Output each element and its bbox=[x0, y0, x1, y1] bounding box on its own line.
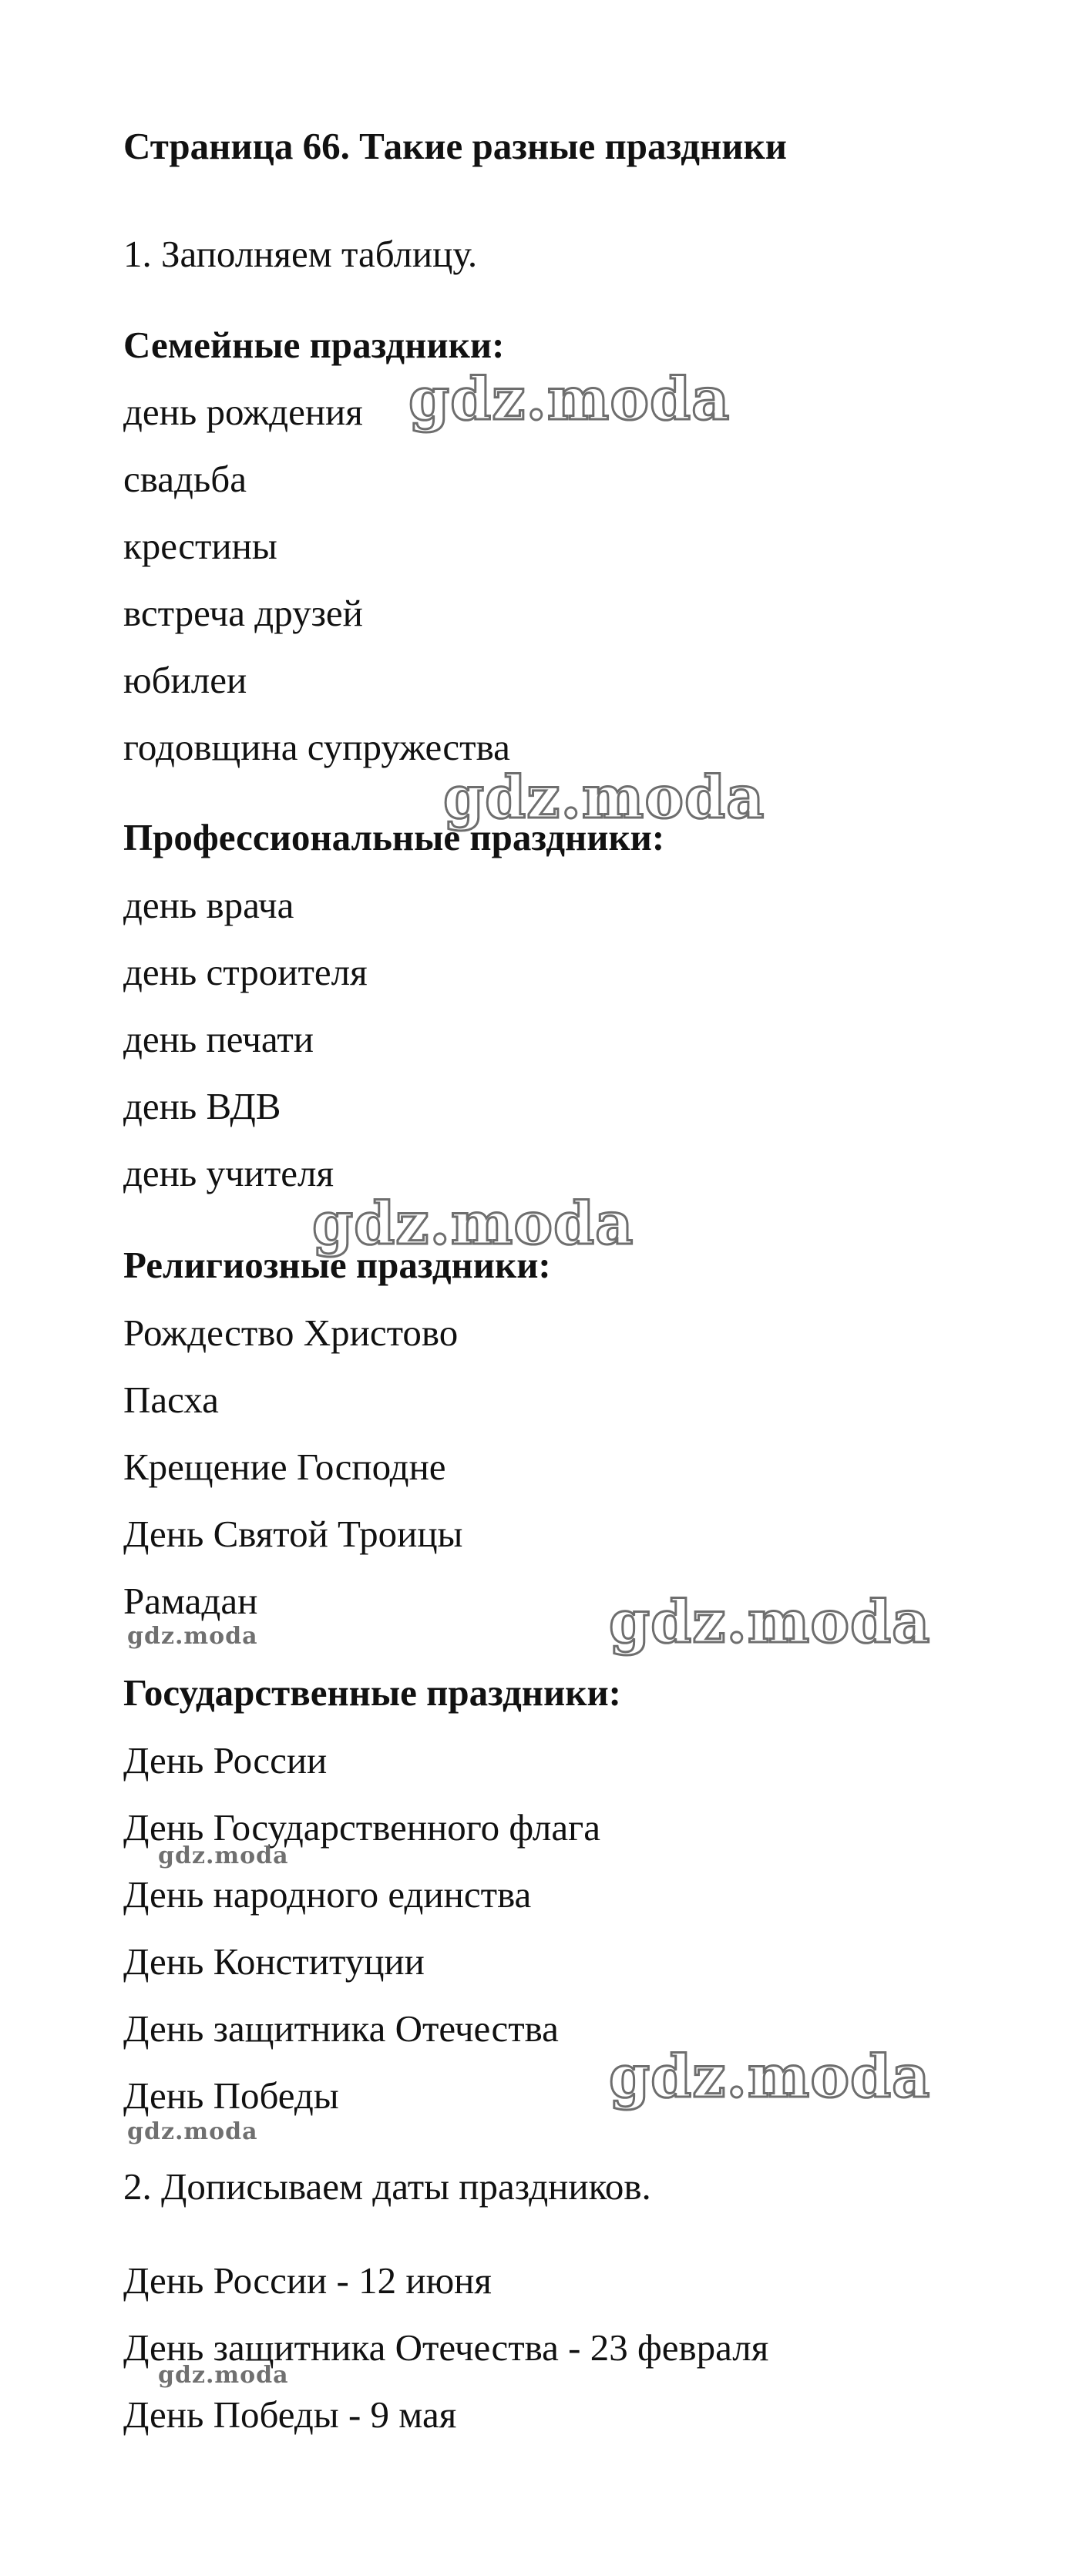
list-item: День Конституции bbox=[123, 1940, 425, 1983]
list-item: День Святой Троицы bbox=[123, 1513, 463, 1555]
professional-holidays-heading: Профессиональные праздники: bbox=[123, 816, 665, 858]
watermark: gdz.moda bbox=[609, 2042, 931, 2111]
list-item: День Победы bbox=[123, 2074, 339, 2117]
list-item: день рождения bbox=[123, 391, 363, 433]
watermark: gdz.moda bbox=[312, 1189, 634, 1258]
list-item: Рождество Христово bbox=[123, 1312, 459, 1354]
list-item: юбилеи bbox=[123, 659, 247, 701]
page-title: Страница 66. Такие разные праздники bbox=[123, 125, 787, 167]
list-item: годовщина супружества bbox=[123, 726, 510, 768]
task-1-heading: 1. Заполняем таблицу. bbox=[123, 233, 478, 275]
list-item: свадьба bbox=[123, 458, 247, 500]
list-item: День народного единства bbox=[123, 1873, 532, 1916]
watermark: gdz.moda bbox=[443, 763, 765, 831]
list-item: Рамадан bbox=[123, 1580, 258, 1622]
watermark: gdz.moda bbox=[158, 2362, 289, 2389]
state-holidays-heading: Государственные праздники: bbox=[123, 1671, 621, 1714]
list-item: крестины bbox=[123, 525, 277, 567]
watermark: gdz.moda bbox=[609, 1587, 931, 1656]
watermark: gdz.moda bbox=[158, 1842, 289, 1869]
list-item: день ВДВ bbox=[123, 1085, 281, 1127]
list-item: День России bbox=[123, 1739, 328, 1782]
list-item: Пасха bbox=[123, 1379, 219, 1421]
watermark: gdz.moda bbox=[127, 2118, 258, 2145]
family-holidays-heading: Семейные праздники: bbox=[123, 324, 505, 366]
list-item: день врача bbox=[123, 884, 294, 926]
list-item: День Государственного флага bbox=[123, 1806, 600, 1849]
list-item: встреча друзей bbox=[123, 592, 363, 634]
list-item: Крещение Господне bbox=[123, 1446, 446, 1488]
watermark: gdz.moda bbox=[408, 364, 731, 433]
list-item: День Победы - 9 мая bbox=[123, 2393, 457, 2436]
task-2-heading: 2. Дописываем даты праздников. bbox=[123, 2165, 651, 2208]
watermark: gdz.moda bbox=[127, 1623, 258, 1650]
list-item: День защитника Отечества - 23 февраля bbox=[123, 2326, 769, 2369]
list-item: день печати bbox=[123, 1018, 314, 1060]
list-item: день строителя bbox=[123, 951, 368, 993]
list-item: День России - 12 июня bbox=[123, 2259, 492, 2302]
list-item: День защитника Отечества bbox=[123, 2007, 559, 2050]
religious-holidays-heading: Религиозные праздники: bbox=[123, 1244, 551, 1286]
list-item: день учителя bbox=[123, 1152, 334, 1194]
